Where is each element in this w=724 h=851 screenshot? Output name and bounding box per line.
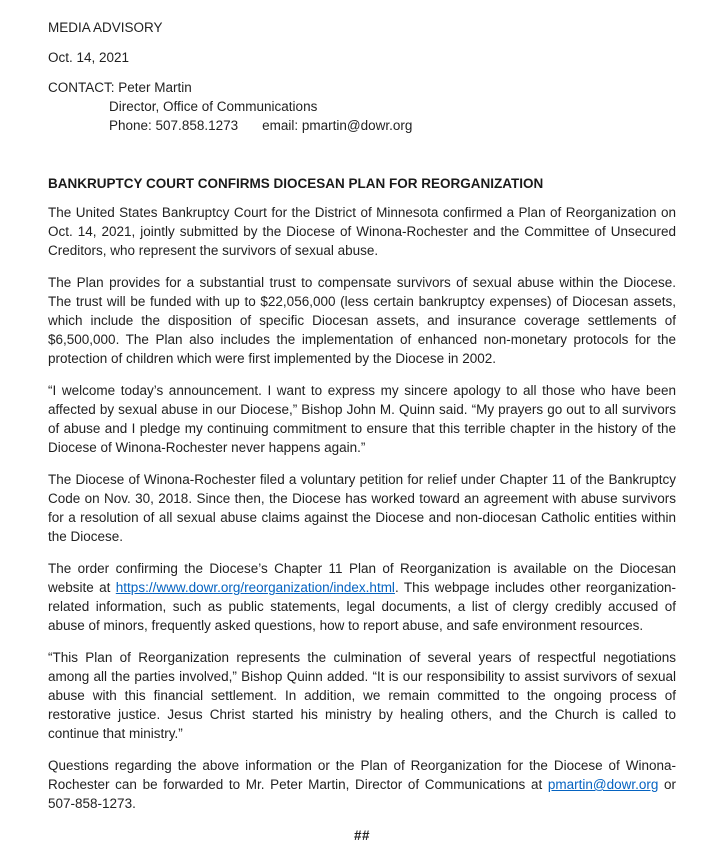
- paragraph-questions-contact: [48, 756, 676, 813]
- contact-phone: Phone: 507.858.1273: [109, 118, 239, 133]
- headline: BANKRUPTCY COURT CONFIRMS DIOCESAN PLAN FOR REORGANIZATION: [48, 176, 544, 191]
- paragraph-bishop-quote-2: “This Plan of Reorganization represents the culmination of several years of respectful negotiations among all the parties involved,” Bishop Quinn added. “It is our responsibility to assist survivors of sexual abuse with this financial settlement. In addition, we remain committed to the ongoing process of restorative justice. Jesus Christ started his ministry by healing others, and the Church is called to continue that ministry.”: [48, 650, 676, 741]
- email-link[interactable]: pmartin@dowr.org: [547, 777, 659, 792]
- paragraph-questions-text-after: or 507-858-1273.: [48, 777, 676, 811]
- paragraph-bishop-quote-1: “I welcome today’s announcement. I want to express my sincere apology to all those who have been affected by sexual abuse in our Diocese,” Bishop John M. Quinn said. “My prayers go out to all survivors of abuse and I pledge my continuing commitment to ensure that this terrible chapter in the history of the Diocese of Winona-Rochester never happens again.”: [48, 383, 676, 455]
- end-mark: ##: [353, 828, 371, 843]
- date-line: Oct. 14, 2021: [48, 50, 130, 65]
- paragraph-order-website-text-after: . This webpage includes other reorganization-related information, such as public statements, legal documents, a list of clergy credibly accused of abuse of minors, frequently asked questions, how to report abuse, and safe environment resources.: [48, 580, 676, 633]
- media-advisory-label: MEDIA ADVISORY: [48, 20, 163, 35]
- contact-email: email: pmartin@dowr.org: [262, 118, 413, 133]
- paragraph-plan-trust: The Plan provides for a substantial trust to compensate survivors of sexual abuse within the Diocese. The trust will be funded with up to $22,056,000 (less certain bankruptcy expenses) of Diocesan assets, which include the disposition of specific Diocesan assets, and insurance coverage settlements of $6,500,000. The Plan also includes the implementation of enhanced non-monetary protocols for the protection of children which were first implemented by the Diocese in 2002.: [48, 275, 676, 366]
- paragraph-chapter11-filing: The Diocese of Winona-Rochester filed a voluntary petition for relief under Chapter 11 of the Bankruptcy Code on Nov. 30, 2018. Since then, the Diocese has worked toward an agreement with abuse survivors for a resolution of all sexual abuse claims against the Diocese and non-diocesan Catholic entities within the Diocese.: [48, 472, 676, 544]
- contact-block: [48, 78, 676, 135]
- paragraph-order-website-text-before: The order confirming the Diocese’s Chapter 11 Plan of Reorganization is available on the Diocesan website at: [48, 561, 676, 595]
- paragraph-order-website: [48, 559, 676, 635]
- reorganization-url-link[interactable]: https://www.dowr.org/reorganization/index.html: [115, 580, 395, 595]
- contact-phone-email-line: [48, 116, 676, 135]
- paragraph-questions-text-before: Questions regarding the above information or the Plan of Reorganization for the Diocese of Winona-Rochester can be forwarded to Mr. Peter Martin, Director of Communications at: [48, 758, 676, 792]
- contact-name-line: CONTACT: Peter Martin: [48, 80, 192, 95]
- contact-title-line: Director, Office of Communications: [109, 99, 318, 114]
- paragraph-court-confirmation: The United States Bankruptcy Court for the District of Minnesota confirmed a Plan of Reorganization on Oct. 14, 2021, jointly submitted by the Diocese of Winona-Rochester and the Committee of Unsecured Creditors, who represent the survivors of sexual abuse.: [48, 205, 676, 258]
